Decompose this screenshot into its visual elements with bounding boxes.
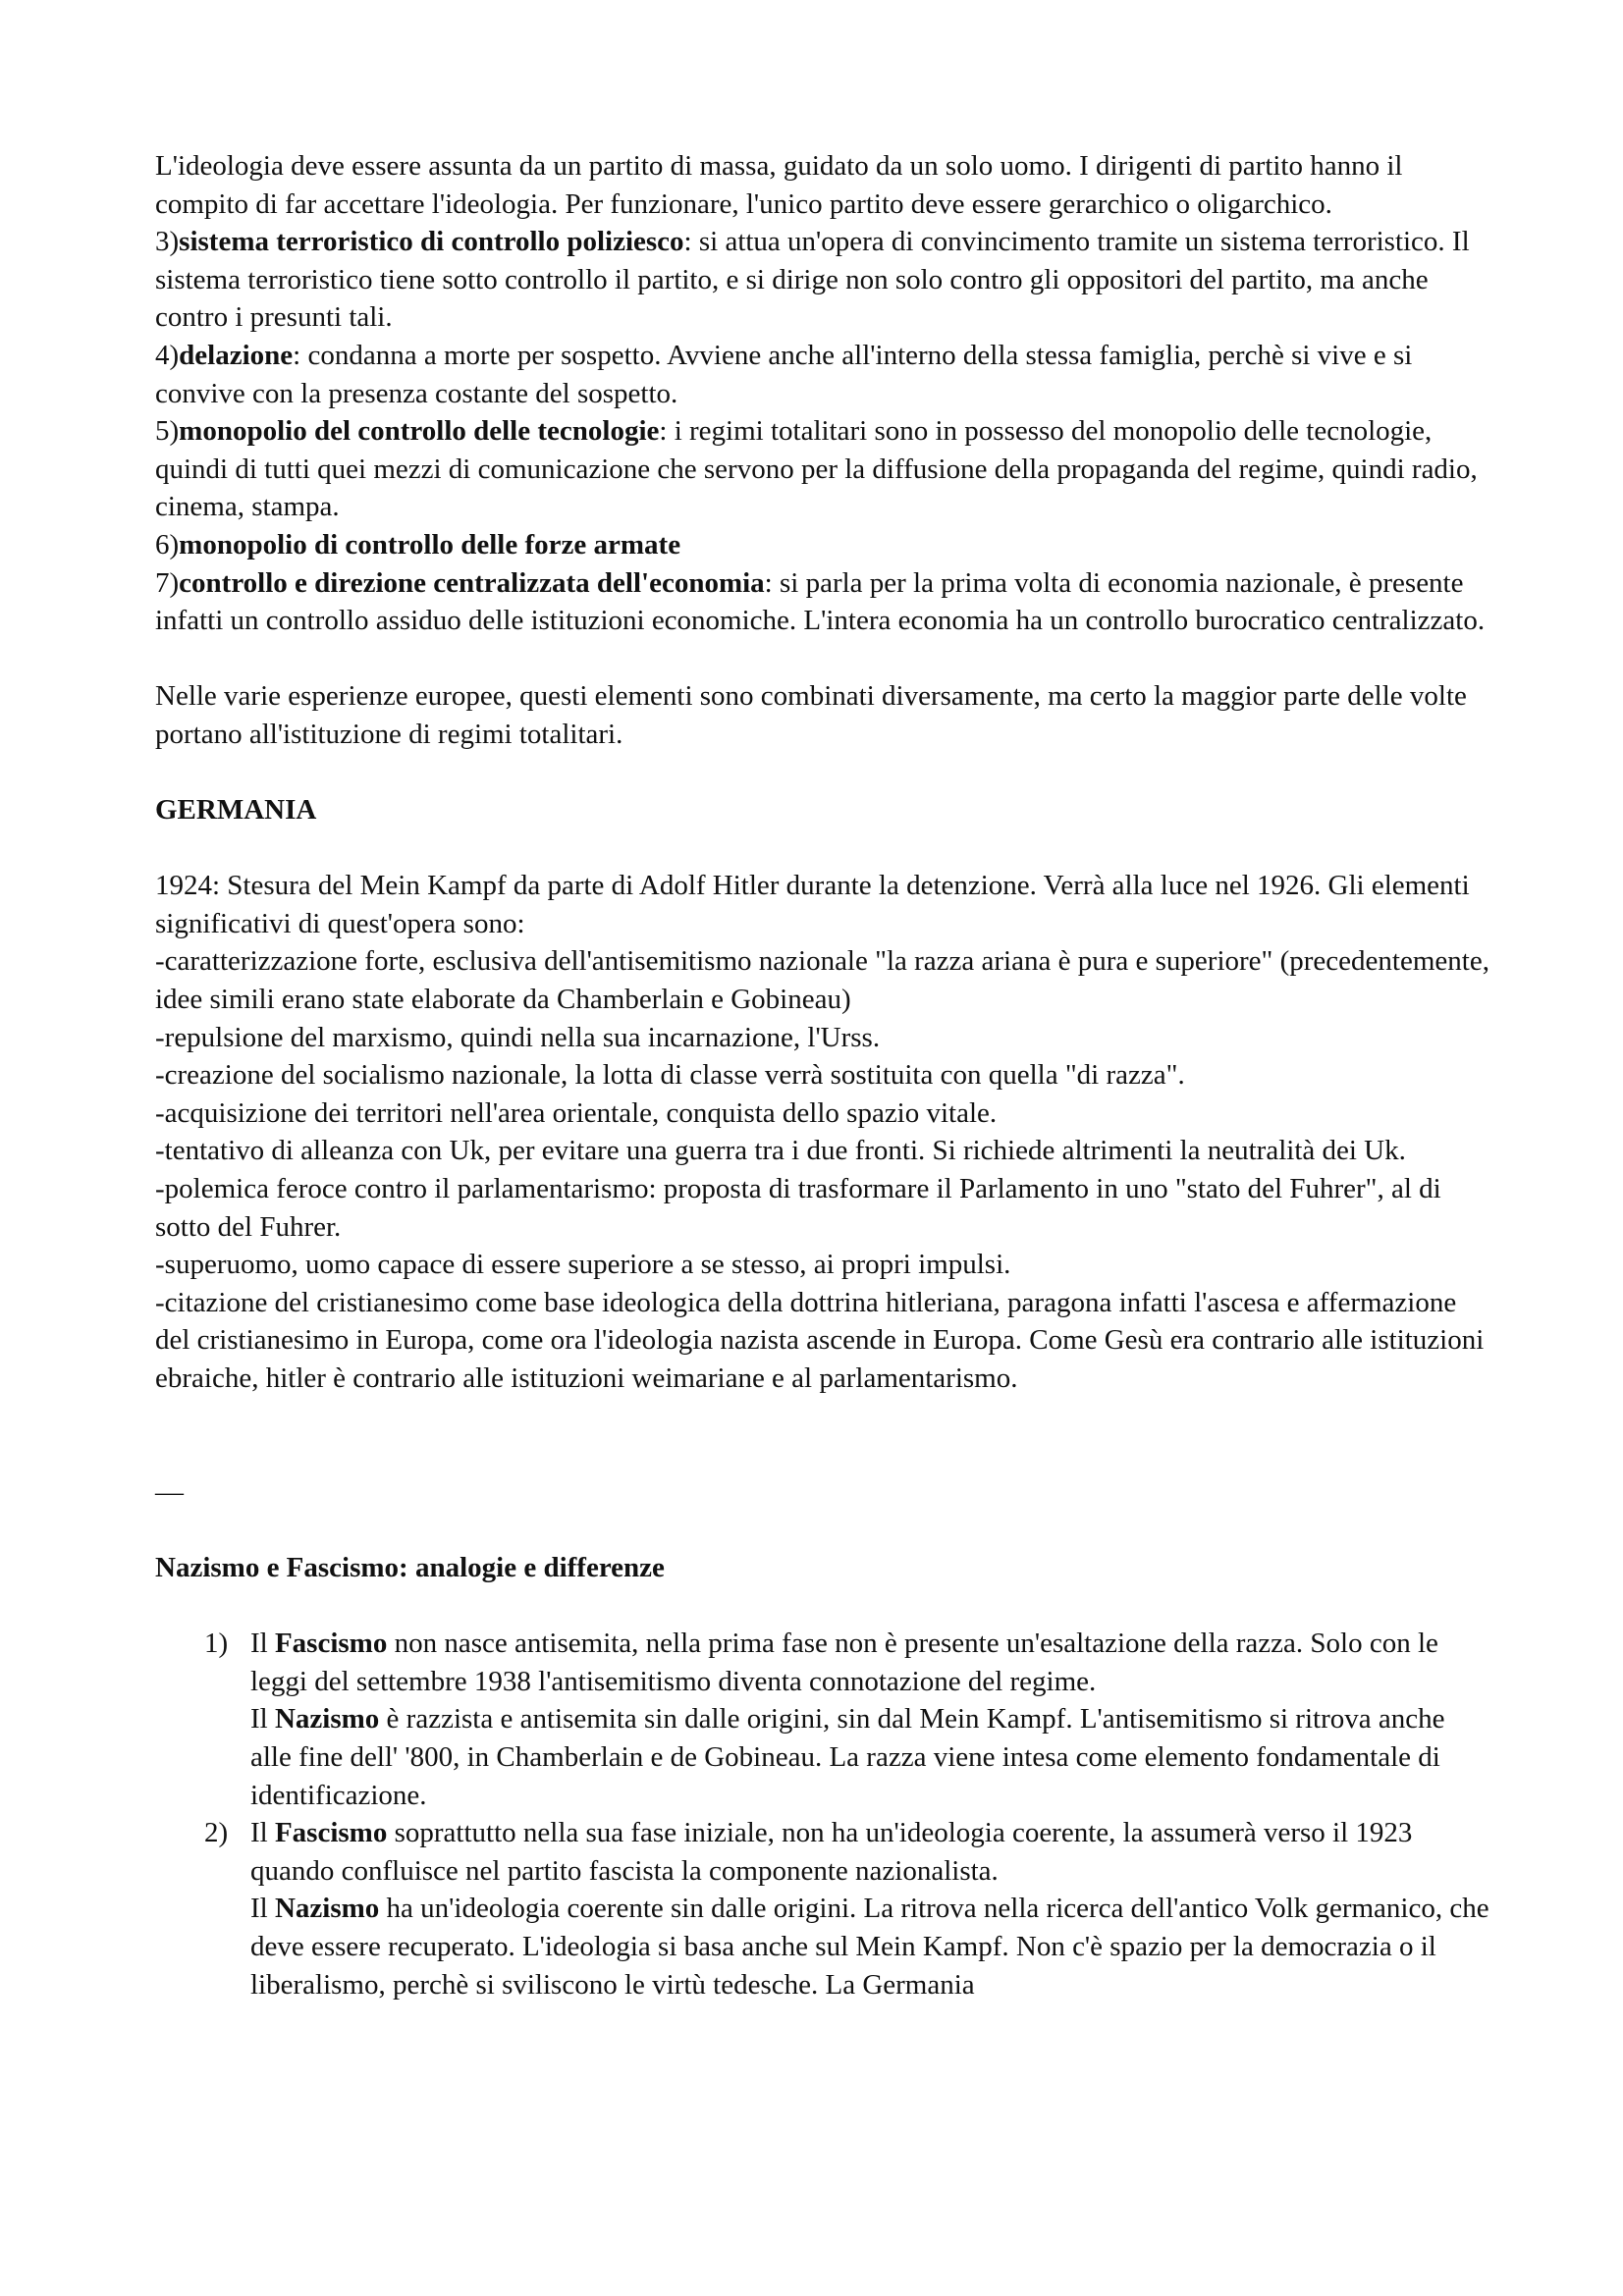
point-text: : condanna a morte per sospetto. Avviene anche all'interno della stessa famiglia, perchè si vive e si convive con la presenza costante del sospetto. [155, 339, 1413, 409]
nazism-term: Nazismo [274, 1703, 380, 1735]
spacer [155, 1587, 1490, 1626]
item-number: 1) [204, 1628, 229, 1660]
text-prefix: Il [250, 1817, 275, 1849]
comparison-item [155, 1625, 1490, 1814]
point-number: 6) [155, 528, 180, 561]
comparison-heading: Nazismo e Fascismo: analogie e differenze [155, 1551, 665, 1583]
text-prefix: Il [250, 1628, 275, 1660]
nazism-text [250, 1700, 1490, 1814]
text-body: ha un'ideologia coerente sin dalle origini. La ritrova nella ricerca dell'antico Volk germanico, che deve essere recuperato. L'ideologia si basa anche sul Mein Kampf. Non c'è spazio per la democrazia o il liberalismo, perchè si sviliscono le virtù tedesche. La Germania [250, 1893, 1489, 2001]
germany-intro: 1924: Stesura del Mein Kampf da parte di Adolf Hitler durante la detenzione. Verrà alla luce nel 1926. Gli elementi significativi di quest'opera sono: [155, 870, 1470, 939]
point-text: : si attua un'opera di convincimento tramite un sistema terroristico. Il sistema terroristico tiene sotto controllo il partito, e si dirige non solo contro gli oppositori del partito, ma anche contro i presunti tali. [155, 226, 1470, 334]
fascism-term: Fascismo [274, 1628, 388, 1660]
point-number: 3) [155, 226, 180, 258]
comparison-list [155, 1625, 1490, 2003]
text-body: non nasce antisemita, nella prima fase non è presente un'esaltazione della razza. Solo con le leggi del settembre 1938 l'antisemitismo diventa connotazione del regime. [250, 1628, 1438, 1697]
text-body: soprattutto nella sua fase iniziale, non ha un'ideologia coerente, la assumerà verso il 1923 quando confluisce nel partito fascista la componente nazionalista. [250, 1817, 1413, 1887]
germany-item: -superuomo, uomo capace di essere superiore a se stesso, ai propri impulsi. [155, 1249, 1011, 1281]
point-title: sistema terroristico di controllo poliziesco [179, 226, 684, 258]
spacer [155, 829, 1490, 868]
nazism-term: Nazismo [274, 1893, 380, 1925]
germany-item: -citazione del cristianesimo come base ideologica della dottrina hitleriana, paragona infatti l'ascesa e affermazione del cristianesimo in Europa, come ora l'ideologia nazista ascende in Europa. Come Gesù era contrario alle istituzioni ebraiche, hitler è contrario alle istituzioni weimariane e al parlamentarismo. [155, 1286, 1485, 1394]
nazism-text [250, 1890, 1490, 2003]
germany-item: -tentativo di alleanza con Uk, per evitare una guerra tra i due fronti. Si richiede altrimenti la neutralità dei Uk. [155, 1135, 1406, 1167]
germany-item: -acquisizione dei territori nell'area orientale, conquista dello spazio vitale. [155, 1096, 998, 1129]
text-body: è razzista e antisemita sin dalle origini, sin dal Mein Kampf. L'antisemitismo si ritrova anche alle fine dell' '800, in Chamberlain e de Gobineau. La razza viene intesa come elemento fondamentale di identificazione. [250, 1703, 1445, 1811]
item-number: 2) [204, 1817, 229, 1849]
section-separator: — [155, 1475, 184, 1508]
point-6 [155, 526, 1490, 564]
text-prefix: Il [250, 1703, 275, 1735]
point-number: 5) [155, 415, 180, 448]
point-4 [155, 337, 1490, 412]
spacer [155, 1511, 1490, 1549]
fascism-term: Fascismo [274, 1817, 388, 1849]
germany-item: -caratterizzazione forte, esclusiva dell'antisemitismo nazionale "la razza ariana è pura e superiore" (precedentemente, idee simili erano state elaborate da Chamberlain e Gobineau) [155, 945, 1489, 1016]
point-title: monopolio di controllo delle forze armate [179, 528, 681, 561]
germany-heading: GERMANIA [155, 794, 317, 827]
point-7 [155, 564, 1490, 640]
fascism-text [250, 1625, 1490, 1700]
fascism-text [250, 1814, 1490, 1890]
summary-paragraph: Nelle varie esperienze europee, questi elementi sono combinati diversamente, ma certo la maggior parte delle volte portano all'istituzione di regimi totalitari. [155, 680, 1467, 750]
germany-item: -polemica feroce contro il parlamentarismo: proposta di trasformare il Parlamento in uno "stato del Fuhrer", al di sotto del Fuhrer. [155, 1173, 1441, 1243]
point-title: delazione [179, 339, 294, 371]
intro-paragraph: L'ideologia deve essere assunta da un partito di massa, guidato da un solo uomo. I dirigenti di partito hanno il compito di far accettare l'ideologia. Per funzionare, l'unico partito deve essere gerarchico o oligarchico. [155, 150, 1403, 220]
point-3 [155, 223, 1490, 337]
point-5 [155, 412, 1490, 526]
point-title: controllo e direzione centralizzata dell'economia [179, 566, 765, 599]
spacer [155, 754, 1490, 792]
point-text: : i regimi totalitari sono in possesso del monopolio delle tecnologie, quindi di tutti quei mezzi di comunicazione che servono per la diffusione della propaganda del regime, quindi radio, cinema, stampa. [155, 415, 1478, 523]
point-number: 7) [155, 566, 180, 599]
document-page [155, 147, 1490, 2003]
germany-item: -repulsione del marxismo, quindi nella sua incarnazione, l'Urss. [155, 1021, 881, 1053]
germany-item: -creazione del socialismo nazionale, la lotta di classe verrà sostituita con quella "di razza". [155, 1059, 1185, 1092]
point-number: 4) [155, 339, 180, 371]
spacer [155, 1398, 1490, 1473]
point-title: monopolio del controllo delle tecnologie [179, 415, 660, 448]
point-text: : si parla per la prima volta di economia nazionale, è presente infatti un controllo assiduo delle istituzioni economiche. L'intera economia ha un controllo burocratico centralizzato. [155, 566, 1486, 637]
comparison-item [155, 1814, 1490, 2003]
text-prefix: Il [250, 1893, 275, 1925]
spacer [155, 640, 1490, 678]
